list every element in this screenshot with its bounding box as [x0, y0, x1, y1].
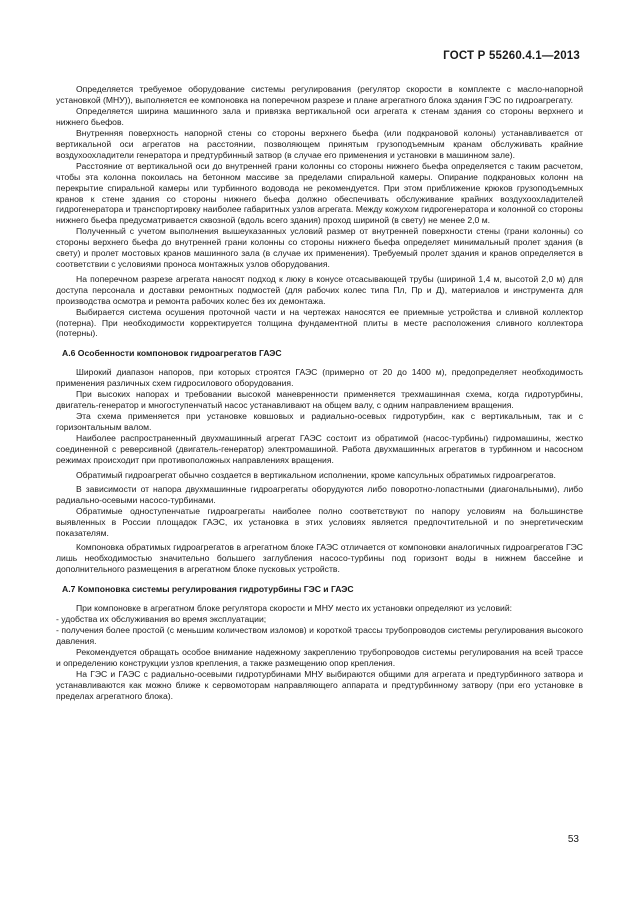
paragraph: Полученный с учетом выполнения вышеуказанных условий размер от внутренней поверхности стены (грани колонны) со стороны верхнего бьефа до внутренней грани колонны со стороны нижнего бьефа определяет минимальный пролет здания (в свету) и пролет мостовых кранов машинного зала (в случае их применения). Требуемый пролет здания и кранов определяется в соответствии с условиями проноса монтажных узлов оборудования.: [56, 226, 583, 270]
paragraph: Обратимые одноступенчатые гидроагрегаты наиболее полно соответствуют по напору условиям на большинстве выявленных в России площадок ГАЭС, их установка в этих условиях является предпочтительной и по энергетическим показателям.: [56, 505, 583, 538]
paragraph: При компоновке в агрегатном блоке регулятора скорости и МНУ место их установки определяют из условий:: [76, 603, 513, 614]
paragraph: Расстояние от вертикальной оси до внутренней грани колонны со стороны нижнего бьефа определяется с таким расчетом, чтобы эта колонна покоилась на бетонном массиве за пределами спиральной камеры. Опирание подкрановых колонн на перекрытие спиральной камеры или турбинного водовода не рекомендуется. При этом приближение крюков грузоподъемных кранов к стене здания со стороны нижнего бьефа должно обеспечивать обслуживание крайних воздухоохладителей гидрогенератора и транспортировку наиболее габаритных узлов агрегата. Между кожухом гидрогенератора и колонной со стороны нижнего бьефа предусматривается сквозной (вдоль всего здания) проход шириной (в свету) не менее 2,0 м.: [56, 160, 583, 226]
document-body: [56, 84, 583, 702]
paragraph: Эта схема применяется при установке ковшовых и радиально-осевых гидротурбин, как с вертикальным, так и с горизонтальным валом.: [56, 411, 583, 433]
paragraph: Компоновка обратимых гидроагрегатов в агрегатном блоке ГАЭС отличается от компоновки аналогичных гидроагрегатов ГЭС лишь необходимостью значительно большего заглубления насосо-турбины под горизонт воды в нижнем бассейне и дополнительного размещения в агрегатном блоке пусковых устройств.: [56, 542, 583, 575]
paragraph: Рекомендуется обращать особое внимание надежному закреплению трубопроводов системы регулирования на всей трассе и определению конструкции узлов крепления, а также размещению опор крепления.: [56, 646, 583, 668]
paragraph: Выбирается система осушения проточной части и на чертежах наносятся ее приемные устройства и сливной коллектор (потерна). При необходимости корректируется толщина фундаментной плиты в месте расположения сливного коллектора (потерны).: [56, 306, 583, 339]
document-number: ГОСТ Р 55260.4.1—2013: [443, 50, 580, 62]
section-heading-a6: А.6 Особенности компоновок гидроагрегатов ГАЭС: [62, 348, 282, 359]
paragraph: Определяется ширина машинного зала и привязка вертикальной оси агрегата к стенам здания со стороны верхнего и нижнего бьефов.: [56, 105, 583, 127]
paragraph: Широкий диапазон напоров, при которых строятся ГАЭС (примерно от 20 до 1400 м), предопределяет необходимость применения различных схем гидросилового оборудования.: [56, 367, 583, 389]
paragraph: Определяется требуемое оборудование системы регулирования (регулятор скорости в комплекте с масло-напорной установкой (МНУ)), выполняется ее компоновка на поперечном разрезе и плане агрегатного блока здания ГЭС по гидроагрегату.: [56, 84, 583, 105]
paragraph: Обратимый гидроагрегат обычно создается в вертикальном исполнении, кроме капсульных обратимых гидроагрегатов.: [76, 469, 556, 480]
paragraph: На ГЭС и ГАЭС с радиально-осевыми гидротурбинами МНУ выбираются общими для агрегата и предтурбинного затвора и устанавливаются как можно ближе к сервомоторам направляющего аппарата и предтурбинному затвору (при его установке в пределах агрегатного блока).: [56, 668, 583, 701]
list-item: - удобства их обслуживания во время эксплуатации;: [56, 614, 267, 625]
paragraph: В зависимости от напора двухмашинные гидроагрегаты оборудуются либо поворотно-лопастными (диагональными), либо радиально-осевыми насосо-турбинами.: [56, 483, 583, 505]
section-heading-a7: А.7 Компоновка системы регулирования гидротурбины ГЭС и ГАЭС: [62, 584, 354, 595]
paragraph: При высоких напорах и требовании высокой маневренности применяется трехмашинная схема, когда гидротурбины, двигатель-генератор и многоступенчатый насос устанавливают на общем валу, с одним направлением вращения.: [56, 389, 583, 411]
page-number: 53: [567, 834, 579, 845]
list-item: - получения более простой (с меньшим количеством изломов) и короткой трассы трубопроводов системы регулирования высокого давления.: [56, 624, 583, 646]
paragraph: Наиболее распространенный двухмашинный агрегат ГАЭС состоит из обратимой (насос-турбины) гидромашины, жестко соединенной с реверсивной (двигатель-генератор) электромашиной. Работа двухмашинных агрегатов в турбинном и насосном режимах происходит при противоположных направлениях вращения.: [56, 433, 583, 466]
paragraph: На поперечном разрезе агрегата наносят подход к люку в конусе отсасывающей трубы (шириной 1,4 м, высотой 2,0 м) для доступа персонала и доставки ремонтных подмостей (для рабочих колес типа Пл, Пр и Д), материалов и инструмента для производства осмотра и ремонта рабочих колес без их демонтажа.: [56, 273, 583, 306]
paragraph: Внутренняя поверхность напорной стены со стороны верхнего бьефа (или подкрановой колоны) устанавливается от вертикальной оси агрегатов на расстоянии, позволяющем принятым грузоподъемным кранам обслуживать крайние воздухоохладители генератора и предтурбинный затвор (в случае его применения и установки в машинном зале).: [56, 127, 583, 160]
